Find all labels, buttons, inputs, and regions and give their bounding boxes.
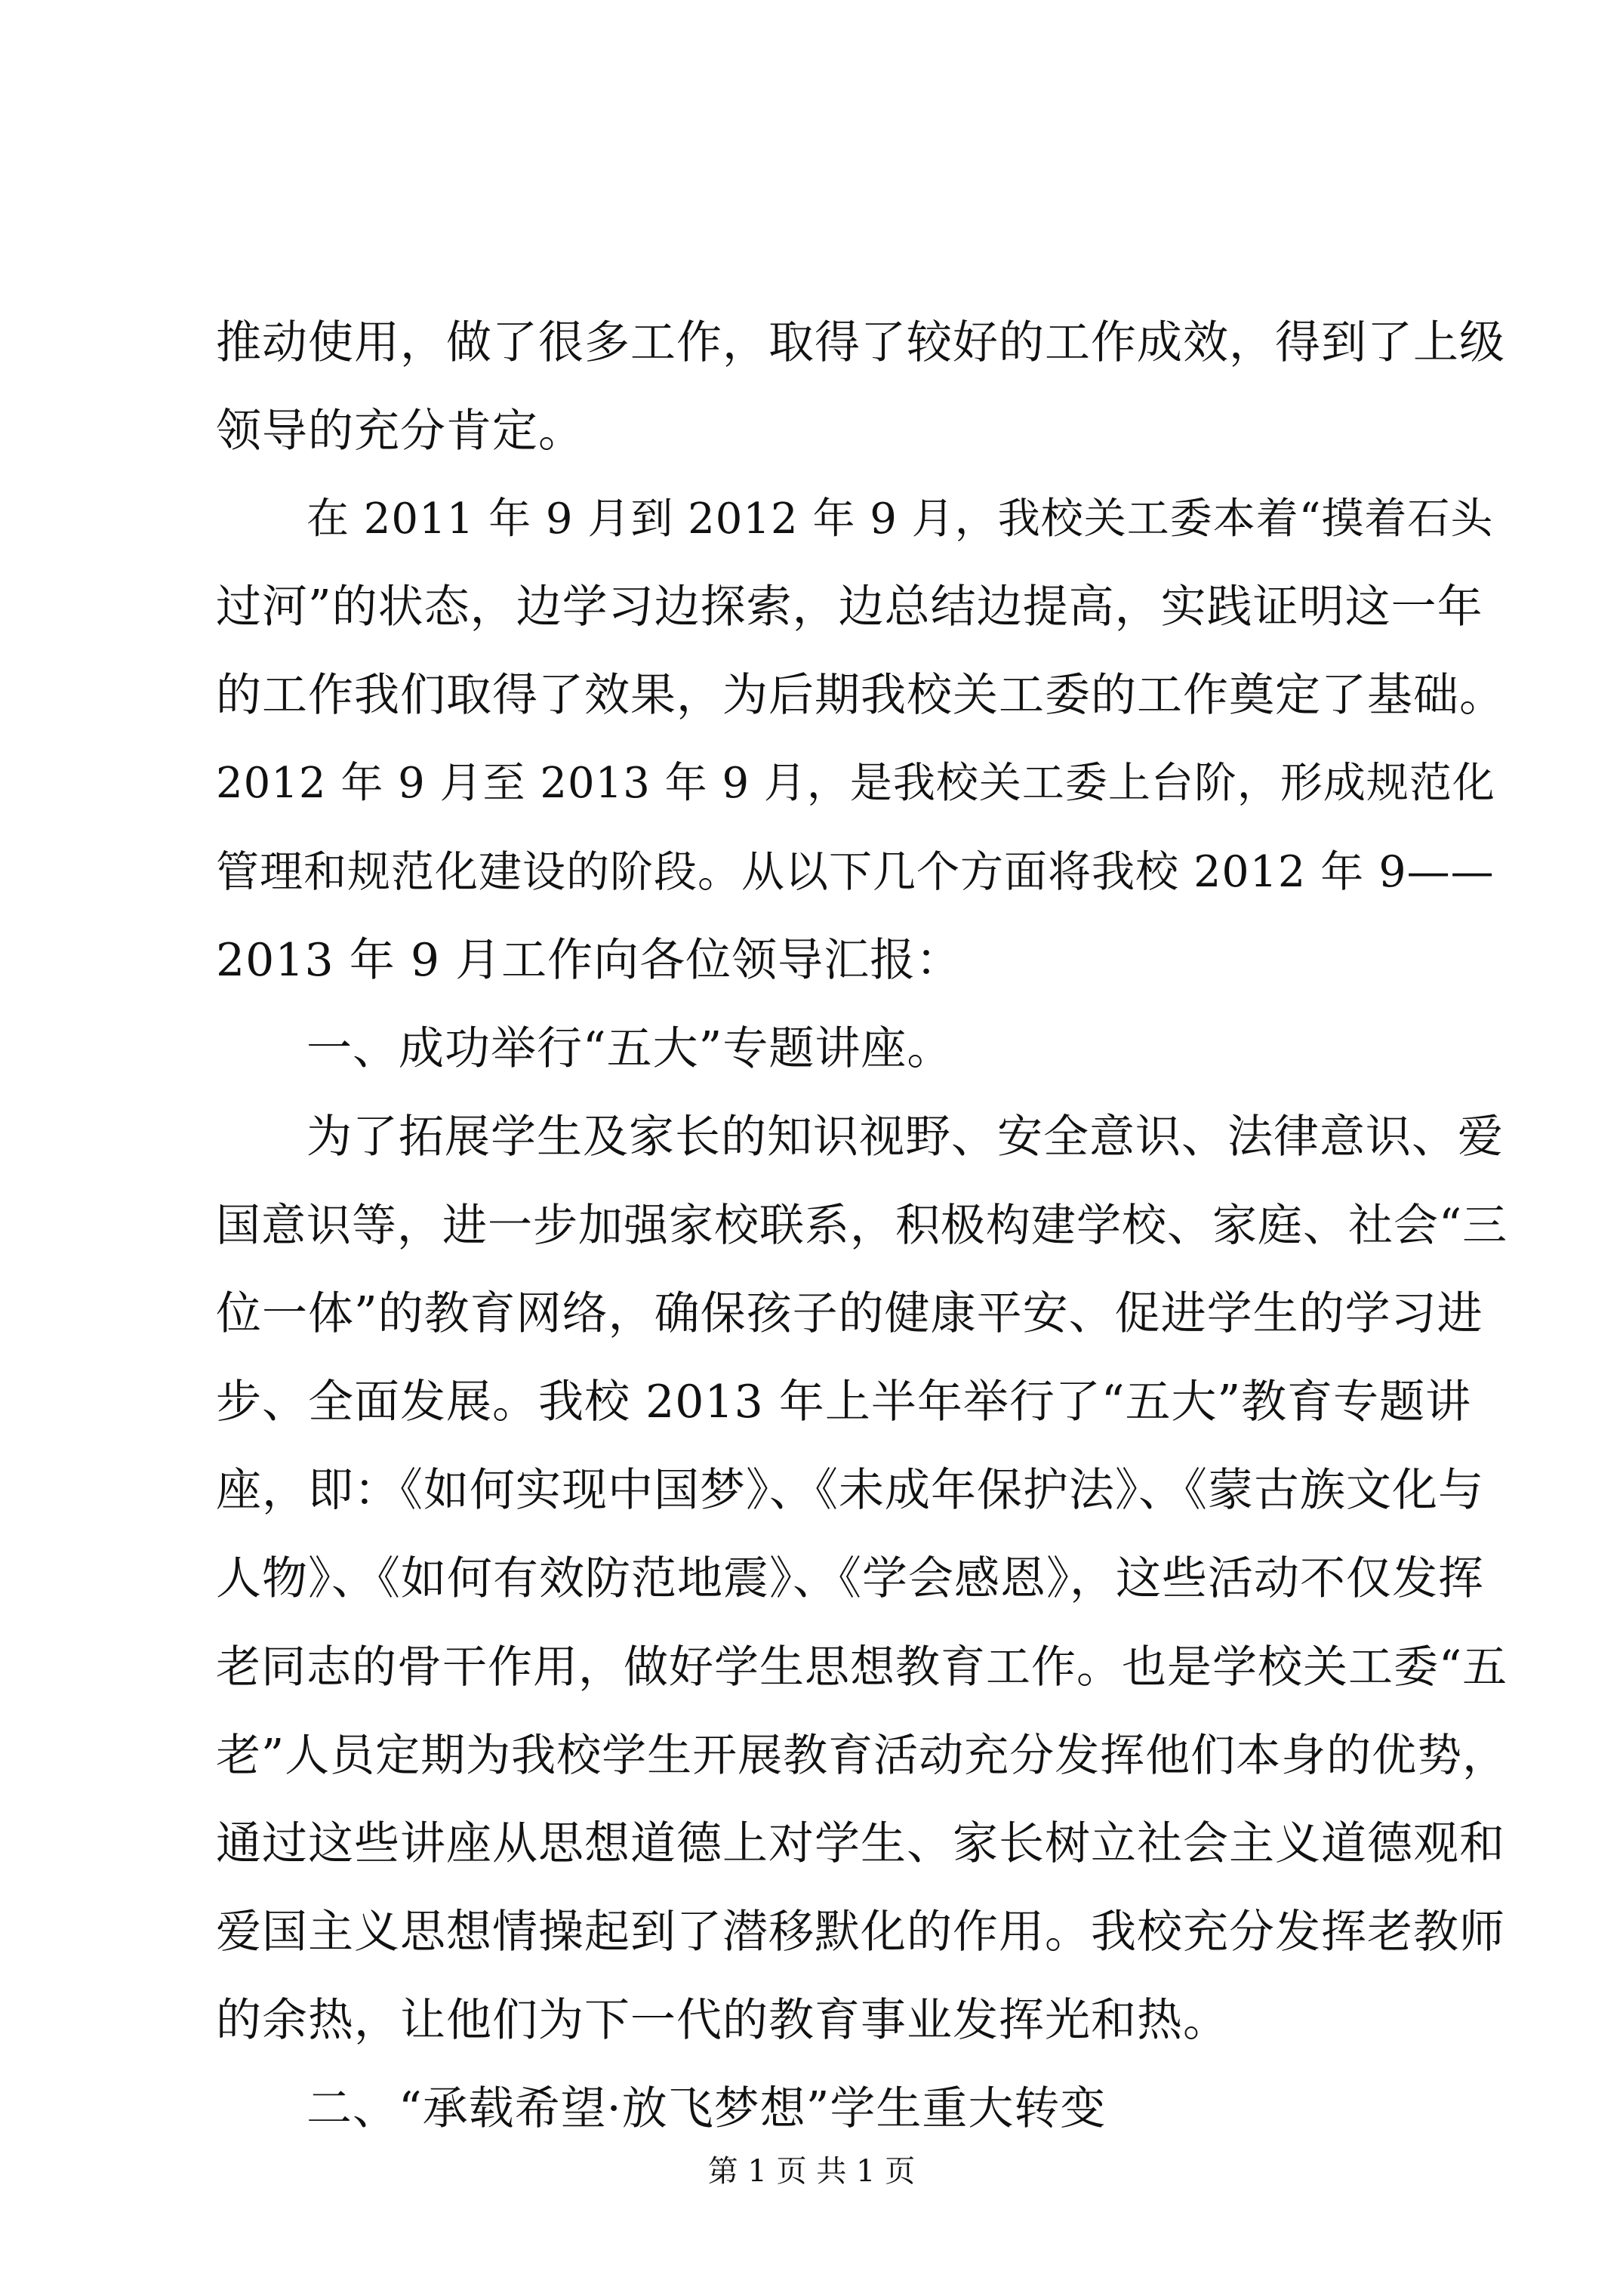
- paragraph-line: 爱国主义思想情操起到了潜移默化的作用。我校充分发挥老教师: [216, 1906, 1505, 1959]
- paragraph-line: 为了拓展学生及家长的知识视野、安全意识、法律意识、爱: [306, 1111, 1504, 1163]
- paragraph-line: 2013 年 9 月工作向各位领导汇报：: [216, 934, 962, 987]
- paragraph-line: 人物》、《如何有效防范地震》、《学会感恩》，这些活动不仅发挥: [216, 1552, 1484, 1605]
- paragraph-line: 座，即：《如何实现中国梦》、《未成年保护法》、《蒙古族文化与: [216, 1464, 1484, 1517]
- section-heading: 二、“承载希望·放飞梦想”学生重大转变: [306, 2082, 1107, 2135]
- paragraph-line: 过河”的状态，边学习边探索，边总结边提高，实践证明这一年: [216, 581, 1483, 633]
- paragraph-line: 管理和规范化建设的阶段。从以下几个方面将我校 2012 年 9——: [216, 847, 1495, 897]
- paragraph-line: 老”人员定期为我校学生开展教育活动充分发挥他们本身的优势，: [216, 1729, 1508, 1781]
- section-heading: 一、成功举行“五大”专题讲座。: [306, 1022, 953, 1075]
- paragraph-line: 国意识等，进一步加强家校联系，积极构建学校、家庭、社会“三: [216, 1199, 1508, 1251]
- paragraph-line: 通过这些讲座从思想道德上对学生、家长树立社会主义道德观和: [216, 1817, 1505, 1870]
- paragraph-line: 2012 年 9 月至 2013 年 9 月，是我校关工委上台阶，形成规范化: [216, 759, 1495, 808]
- page-footer: 第 1 页 共 1 页: [707, 2154, 916, 2189]
- paragraph-line: 步、全面发展。我校 2013 年上半年举行了“五大”教育专题讲: [216, 1376, 1472, 1428]
- paragraph-line: 的工作我们取得了效果，为后期我校关工委的工作奠定了基础。: [216, 669, 1505, 722]
- paragraph-line: 位一体”的教育网络，确保孩子的健康平安、促进学生的学习进: [216, 1287, 1483, 1340]
- paragraph-line: 的余热，让他们为下一代的教育事业发挥光和热。: [216, 1994, 1229, 2047]
- paragraph-line: 在 2011 年 9 月到 2012 年 9 月，我校关工委本着“摸着石头: [306, 495, 1494, 544]
- paragraph-line: 老同志的骨干作用，做好学生思想教育工作。也是学校关工委“五: [216, 1641, 1508, 1693]
- paragraph-line: 推动使用，做了很多工作，取得了较好的工作成效，得到了上级: [216, 316, 1505, 369]
- paragraph-line: 领导的充分肯定。: [216, 405, 584, 458]
